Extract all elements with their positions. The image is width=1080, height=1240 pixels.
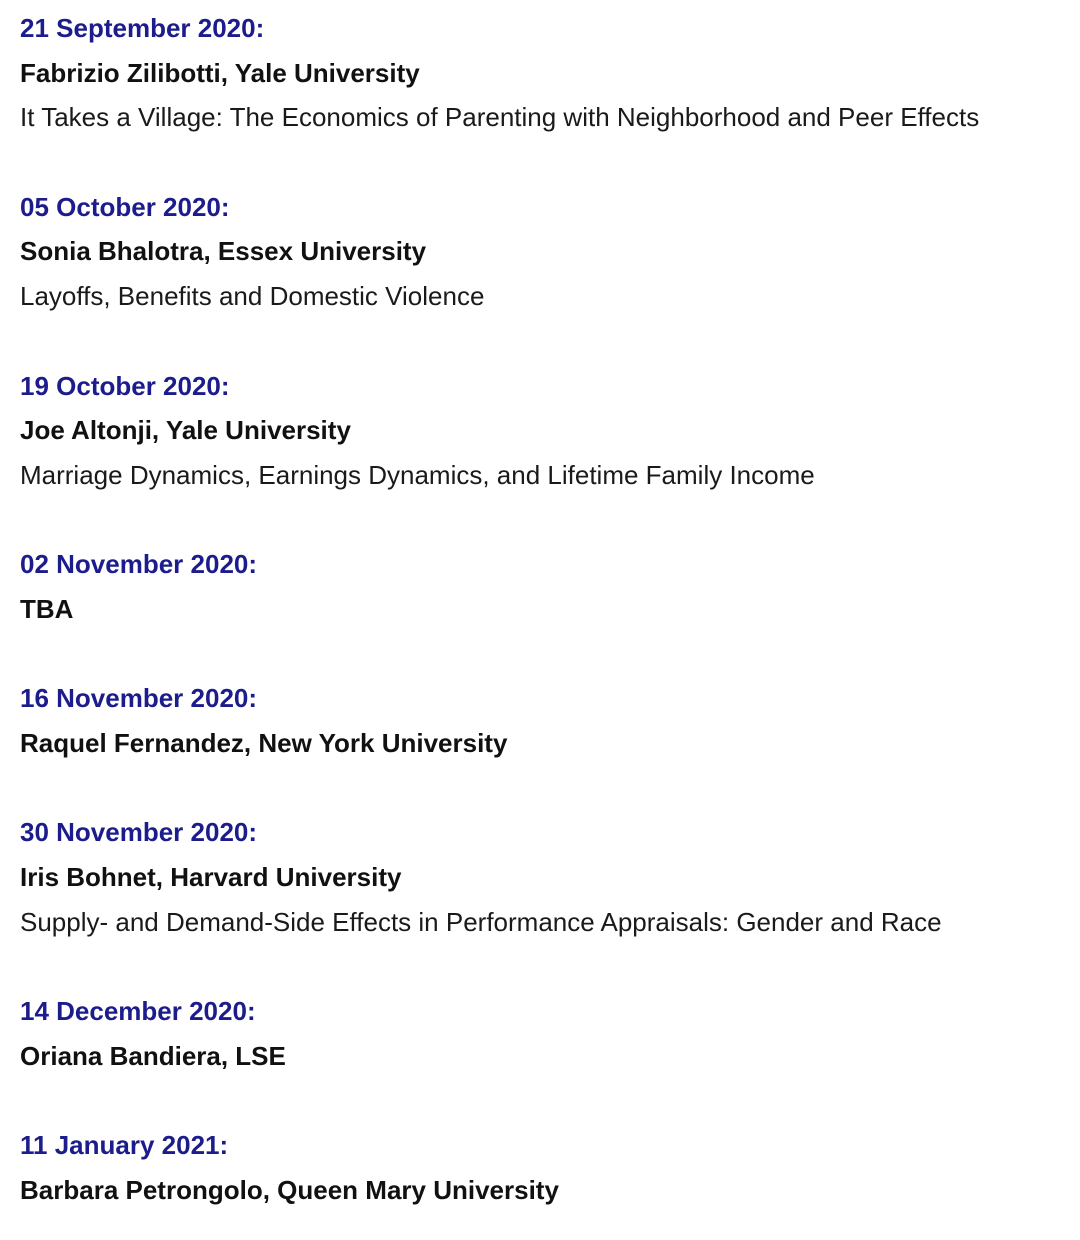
seminar-date: 14 December 2020: <box>20 996 256 1027</box>
seminar-title: Supply- and Demand-Side Effects in Performance Appraisals: Gender and Race <box>20 906 942 937</box>
seminar-entry <box>20 11 1080 145</box>
seminar-speaker: Joe Altonji, Yale University <box>20 415 351 446</box>
spacer <box>20 637 1080 682</box>
seminar-speaker: Iris Bohnet, Harvard University <box>20 862 402 893</box>
seminar-entry <box>20 369 1080 503</box>
seminar-title: Layoffs, Benefits and Domestic Violence <box>20 281 485 312</box>
seminar-speaker: Raquel Fernandez, New York University <box>20 728 508 758</box>
seminar-date: 02 November 2020: <box>20 549 258 580</box>
spacer <box>20 503 1080 548</box>
seminar-date: 16 November 2020: <box>20 683 258 714</box>
seminar-entry <box>20 547 1080 636</box>
seminar-entry <box>20 994 1080 1083</box>
seminar-speaker: Fabrizio Zilibotti, Yale University <box>20 57 420 88</box>
seminar-entry <box>20 681 1080 770</box>
seminar-entry <box>20 1128 1080 1217</box>
spacer <box>20 1084 1080 1129</box>
seminar-speaker: Sonia Bhalotra, Essex University <box>20 236 427 267</box>
seminar-date: 21 September 2020: <box>20 13 265 43</box>
spacer <box>20 145 1080 190</box>
seminar-date: 30 November 2020: <box>20 817 258 848</box>
seminar-speaker: Oriana Bandiera, LSE <box>20 1040 286 1071</box>
seminar-title: It Takes a Village: The Economics of Parenting with Neighborhood and Peer Effects <box>20 102 980 133</box>
seminar-date: 05 October 2020: <box>20 191 230 222</box>
seminar-speaker: TBA <box>20 593 74 624</box>
spacer <box>20 771 1080 816</box>
seminar-title: Marriage Dynamics, Earnings Dynamics, and Lifetime Family Income <box>20 459 815 490</box>
seminar-date: 19 October 2020: <box>20 370 230 401</box>
spacer <box>20 949 1080 994</box>
seminar-entry <box>20 190 1080 324</box>
seminar-entry <box>20 815 1080 949</box>
seminar-date: 11 January 2021: <box>20 1130 229 1161</box>
seminar-speaker: Barbara Petrongolo, Queen Mary University <box>20 1174 559 1205</box>
spacer <box>20 324 1080 369</box>
